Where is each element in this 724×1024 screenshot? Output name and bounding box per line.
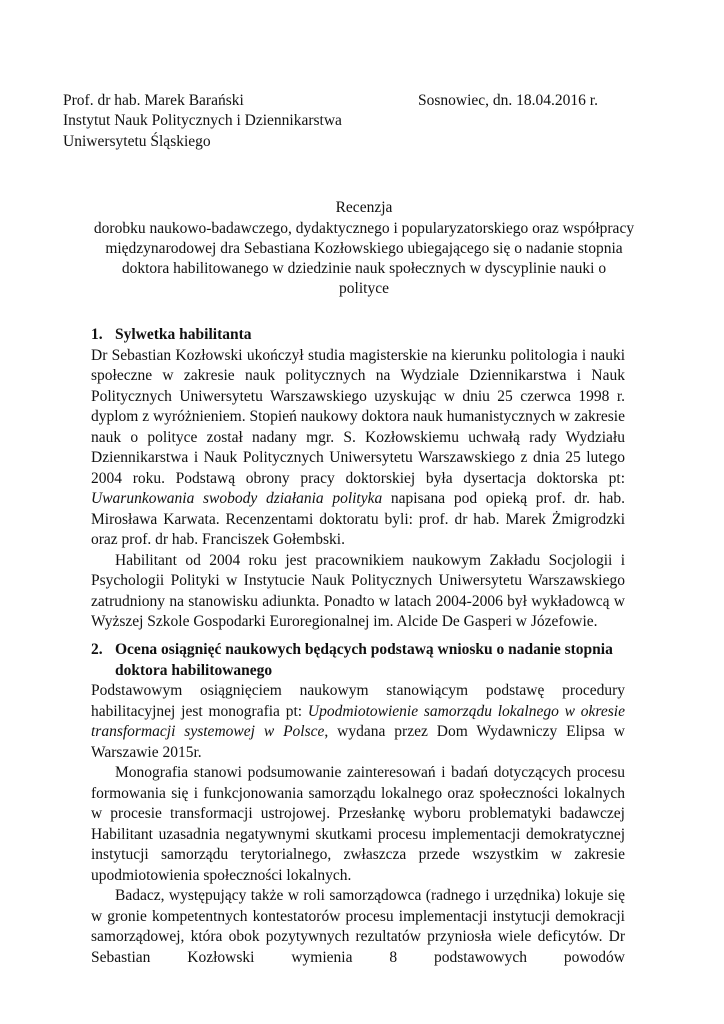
dissertation-title: Uwarunkowania swobody działania polityka [91, 490, 383, 507]
section-1 [91, 325, 625, 633]
title-line-4: polityce [339, 280, 389, 297]
section-2-title [91, 640, 625, 681]
section-1-paragraph-1 [91, 346, 625, 551]
section-1-title [91, 325, 625, 346]
section-2-heading-line-1: Ocena osiągnięć naukowych będących podstawą wniosku o nadanie stopnia [115, 641, 613, 658]
author-line-name: Prof. dr hab. Marek Barański [63, 92, 244, 109]
section-1-p1-text-b: napisana pod opieką prof. dr. hab. Mirosława Karwata. Recenzentami doktoratu byli: prof. dr hab. Marek Żmigrodzki oraz prof. dr hab. Franciszek Gołembski. [91, 490, 625, 548]
section-2-p1-text-b: , wydana przez Dom Wydawniczy Elipsa w Warszawie 2015r. [91, 723, 625, 761]
section-2-paragraph-1 [91, 681, 625, 763]
title-line-1: dorobku naukowo-badawczego, dydaktycznego i popularyzatorskiego oraz współpracy [93, 220, 635, 237]
monograph-title: Upodmiotowienie samorządu lokalnego w okresie transformacji systemowej w Polsce [91, 702, 625, 740]
document-heading: Recenzja [335, 199, 393, 216]
section-1-paragraph-2: Habilitant od 2004 roku jest pracownikiem naukowym Zakładu Socjologii i Psychologii Polityki w Instytucie Nauk Politycznych Uniwersytetu Warszawskiego zatrudniony na stanowisku adiunkta. Ponadto w latach 2004-2006 był wykładowcą w Wyższej Szkole Gospodarki Euroregionalnej im. Alcide De Gasperi w Józefowie. [91, 551, 625, 630]
section-2 [91, 640, 625, 968]
section-1-p1-text-a: Dr Sebastian Kozłowski ukończył studia magisterskie na kierunku politologia i nauki społeczne w zakresie nauk politycznych na Wydziale Dziennikarstwa i Nauk Politycznych Uniwersytetu Warszawskiego uzyskując w dniu 25 czerwca 1998 r. dyplom z wyróżnieniem. Stopień naukowy doktora nauk humanistycznych w zakresie nauk o polityce został nadany mgr. S. Kozłowskiemu uchwałą rady Wydziału Dziennikarstwa i Nauk Politycznych Uniwersytetu Warszawskiego z dnia 25 lutego 2004 roku. Podstawą obrony pracy doktorskiej była dysertacja doktorska pt: [91, 346, 625, 487]
author-line-university: Uniwersytetu Śląskiego [63, 133, 211, 150]
author-line-institute: Instytut Nauk Politycznych i Dziennikarstwa [63, 112, 342, 129]
place-date: Sosnowiec, dn. 18.04.2016 r. [418, 92, 598, 109]
title-line-2: międzynarodowej dra Sebastiana Kozłowskiego ubiegającego się o nadanie stopnia [105, 240, 623, 257]
section-1-heading: Sylwetka habilitanta [115, 326, 252, 343]
section-2-paragraph-3: Badacz, występujący także w roli samorządowca (radnego i urzędnika) lokuje się w gronie kompetentnych kontestatorów procesu implementacji instytucji demokracji samorządowej, która obok pozytywnych rezultatów przyniosła wiele deficytów. Dr Sebastian Kozłowski wymienia 8 podstawowych powodów [91, 887, 625, 966]
title-line-3: doktora habilitowanego w dziedzinie nauk społecznych w dyscyplinie nauki o [121, 260, 607, 277]
section-2-number: 2. [91, 641, 103, 658]
section-2-heading-line-2: doktora habilitowanego [115, 661, 273, 679]
section-2-p1-text-a: Podstawowym osiągnięciem naukowym stanowiącym podstawę procedury habilitacyjnej jest monografia pt: [91, 682, 625, 720]
section-2-paragraph-2: Monografia stanowi podsumowanie zainteresowań i badań dotyczących procesu formowania się i funkcjonowania samorządu lokalnego oraz społeczności lokalnych w procesie transformacji ustrojowej. Przesłankę wyboru problematyki badawczej Habilitant uzasadnia negatywnymi skutkami procesu implementacji demokratycznej instytucji samorządu terytorialnego, zwłaszcza przede wszystkim w zakresie upodmiotowienia społeczności lokalnych. [91, 764, 625, 884]
section-1-number: 1. [91, 326, 103, 343]
